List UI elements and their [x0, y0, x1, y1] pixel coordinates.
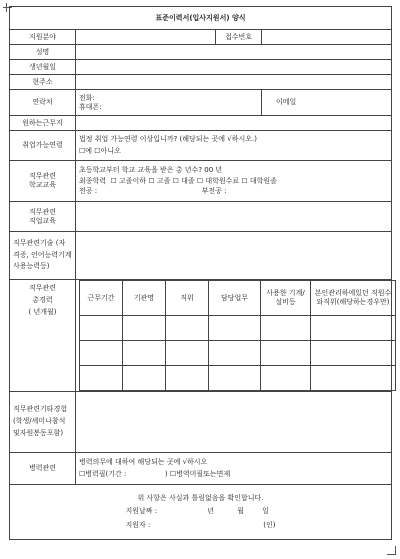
mobile-label: 휴대폰: — [79, 102, 102, 111]
career-cell[interactable] — [80, 316, 123, 341]
major-label: 전공 : — [79, 187, 98, 196]
month-label: 월 — [237, 507, 244, 516]
applicant-label: 지원자 : — [125, 520, 151, 529]
career-table-cell — [76, 280, 392, 392]
dob-input[interactable] — [76, 60, 392, 75]
career-cell[interactable] — [209, 341, 261, 366]
education-label — [10, 161, 76, 202]
skills-input[interactable] — [76, 232, 392, 280]
career-cell[interactable] — [209, 366, 261, 391]
career-label-line2: 총경력 — [32, 295, 53, 304]
resume-form — [9, 6, 392, 540]
military-cell — [76, 453, 392, 485]
career-row — [80, 366, 396, 391]
edu-option-4[interactable]: ☐ 대학원수료 — [196, 176, 240, 185]
address-label: 현주소 — [10, 75, 76, 90]
career-row — [80, 341, 396, 366]
career-header-duties: 담당업무 — [209, 281, 261, 316]
age-no-checkbox[interactable]: ☐아니오 — [94, 147, 121, 155]
career-cell[interactable] — [123, 341, 166, 366]
career-cell[interactable] — [123, 366, 166, 391]
career-cell[interactable] — [166, 366, 209, 391]
career-cell[interactable] — [209, 316, 261, 341]
address-input[interactable] — [76, 75, 392, 90]
career-table — [79, 280, 396, 391]
age-question-cell — [76, 131, 392, 161]
career-cell[interactable] — [80, 341, 123, 366]
military-served-checkbox[interactable]: ☐병력필(기간 : — [79, 470, 127, 478]
military-exempt-checkbox[interactable]: ) ☐병역미필또는면제 — [164, 470, 231, 478]
skills-label: 직무관련기술 (자격증, 언어능력기계사용능력등) — [10, 232, 76, 280]
education-cell — [76, 161, 392, 202]
day-label: 일 — [262, 507, 269, 516]
desired-location-label: 원하는근무지 — [10, 116, 76, 131]
age-question: 법정 취업 가능연령 이상입니까? (해당되는 곳에 √하시오.) — [79, 135, 257, 144]
career-header-staff: 본인관리하에있던 직원수와직위(해당하는경우만) — [311, 281, 396, 316]
career-cell[interactable] — [261, 366, 311, 391]
career-row — [80, 316, 396, 341]
minor-label: 부전공 : — [201, 187, 227, 196]
education-label-line2: 학교교육 — [28, 181, 57, 189]
desired-location-input[interactable] — [76, 116, 392, 131]
military-question: 병력의무에 대하여 해당되는 곳에 √하시오 — [79, 458, 208, 467]
email-label: 이메일 — [276, 98, 297, 107]
form-title: 표준이력서(입사지원서) 양식 — [10, 7, 392, 30]
dob-label: 생년월일 — [10, 60, 76, 75]
other-exp-input[interactable] — [76, 392, 392, 453]
age-yes-checkbox[interactable]: ☐예 — [79, 147, 93, 155]
career-label-line3: ( 년개월) — [28, 307, 57, 316]
career-label — [10, 280, 76, 392]
contact-label: 연락처 — [10, 90, 76, 116]
education-question: 초등학교부터 학교 교육을 받은 총 년수? 00 년 — [79, 165, 223, 174]
edu-option-1[interactable]: ☐ 고졸이하 — [110, 176, 147, 185]
field-label: 지원분야 — [10, 30, 76, 45]
career-header-period: 근무기간 — [80, 281, 123, 316]
vocational-label-line1: 직무관련 — [28, 207, 57, 216]
vocational-input[interactable] — [76, 202, 392, 232]
career-cell[interactable] — [80, 366, 123, 391]
edu-option-2[interactable]: ☐ 고졸 — [148, 176, 171, 185]
career-cell[interactable] — [166, 341, 209, 366]
final-education-label: 최종학력 — [79, 176, 107, 185]
year-label: 년 — [207, 507, 214, 516]
seal-label: (인) — [263, 520, 276, 529]
edu-option-5[interactable]: ☐ 대학원졸 — [241, 176, 277, 185]
career-cell[interactable] — [311, 366, 396, 391]
date-label: 지원날짜 : — [125, 507, 158, 516]
edu-option-3[interactable]: ☐ 대졸 — [172, 176, 195, 185]
name-input[interactable] — [76, 45, 392, 60]
career-cell[interactable] — [261, 341, 311, 366]
name-label: 성명 — [10, 45, 76, 60]
career-header-org: 기관명 — [123, 281, 166, 316]
career-header-equipment: 사용한 기계/설비등 — [261, 281, 311, 316]
career-cell[interactable] — [123, 316, 166, 341]
crop-mark-bottom-right — [387, 546, 396, 555]
career-header-position: 직위 — [166, 281, 209, 316]
career-cell[interactable] — [311, 341, 396, 366]
receipt-no-label: 접수번호 — [216, 30, 262, 45]
career-label-line1: 직무관련 — [28, 284, 57, 292]
career-cell[interactable] — [261, 316, 311, 341]
confirm-statement: 위 사항은 사실과 틀림없음을 확인합니다. — [137, 494, 264, 503]
age-label: 취업가능연령 — [10, 131, 76, 161]
phone-label: 전화: — [79, 93, 95, 102]
signature-block — [10, 485, 392, 540]
career-cell[interactable] — [166, 316, 209, 341]
contact-input[interactable] — [76, 90, 262, 116]
other-exp-label: 직무관련기타경험 (학생/세미나참석 및자원봉동포함) — [10, 392, 76, 453]
military-label: 병력관련 — [10, 453, 76, 485]
field-input[interactable] — [76, 30, 216, 45]
receipt-no-input[interactable] — [262, 30, 392, 45]
vocational-label — [10, 202, 76, 232]
career-cell[interactable] — [311, 316, 396, 341]
email-cell[interactable] — [262, 90, 392, 116]
vocational-label-line2: 직업교육 — [28, 216, 57, 225]
education-label-line1: 직무관련 — [28, 172, 57, 181]
